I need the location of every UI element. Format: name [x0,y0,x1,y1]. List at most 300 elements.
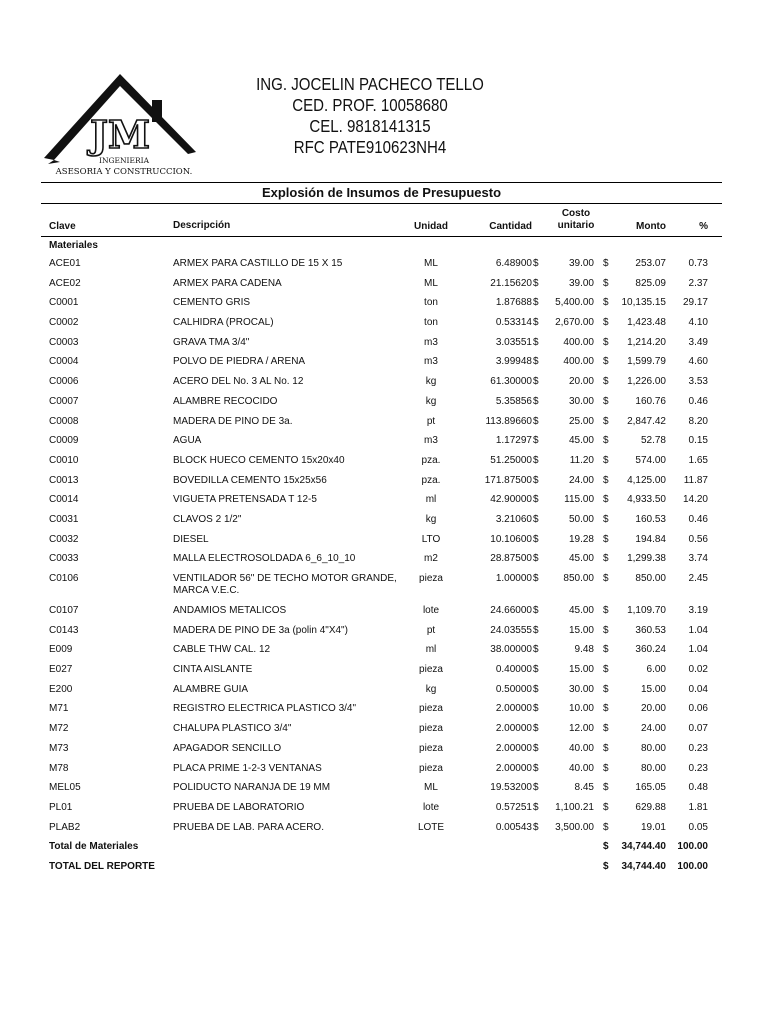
row-clave: C0032 [49,533,79,545]
row-clave: M73 [49,742,69,754]
row-pct: 0.23 [688,762,708,774]
total-reporte-row [41,858,722,878]
currency-symbol: $ [533,683,539,695]
row-descripcion: GRAVA TMA 3/4" [173,336,250,348]
table-row [41,799,722,819]
row-descripcion: MADERA DE PINO DE 3a (polin 4"X4") [173,624,348,636]
currency-symbol: $ [603,573,609,584]
row-descripcion: CHALUPA PLASTICO 3/4" [173,723,292,735]
row-costo-unitario: 8.45 [574,782,594,794]
row-monto: 850.00 [635,573,666,584]
logo-monogram: JM [89,112,151,157]
row-descripcion: CINTA AISLANTE [173,664,253,676]
row-unidad: kg [425,683,437,695]
row-pct: 11.87 [683,474,708,486]
row-monto: 253.07 [635,258,666,269]
row-descripcion: MALLA ELECTROSOLDADA 6_6_10_10 [173,553,356,565]
table-row [41,472,722,492]
row-cantidad: 6.48900 [495,258,532,269]
row-cantidad: 0.50000 [495,683,532,695]
row-costo-unitario: 115.00 [564,494,594,506]
table-row [41,700,722,720]
total-materiales-pct: 100.00 [677,841,708,853]
row-costo-unitario: 400.00 [563,336,594,348]
table-row [41,740,722,760]
currency-symbol: $ [603,683,609,695]
row-monto: 165.05 [635,782,666,794]
row-monto: 4,125.00 [627,474,666,486]
col-unidad: Unidad [414,221,448,232]
row-pct: 29.17 [682,297,708,309]
row-clave: M72 [49,723,69,735]
currency-symbol: $ [533,513,539,525]
row-clave: C0143 [49,624,79,636]
row-clave: C0004 [49,356,79,368]
row-monto: 1,423.48 [627,317,666,329]
row-cantidad: 2.00000 [495,742,532,754]
row-monto: 1,226.00 [627,376,666,388]
currency-symbol: $ [603,356,609,368]
col-cantidad: Cantidad [489,221,532,232]
row-pct: 0.73 [688,258,708,269]
currency-symbol: $ [533,474,539,486]
row-costo-unitario: 40.00 [568,742,594,754]
currency-symbol: $ [533,553,539,565]
table-row [41,720,722,740]
row-costo-unitario: 400.00 [563,356,594,368]
row-pct: 1.65 [688,454,708,466]
table-row [41,661,722,681]
row-pct: 3.74 [688,553,708,565]
table-row [41,491,722,511]
row-unidad: pieza [419,703,443,715]
row-monto: 10,135.15 [621,297,666,309]
col-clave: Clave [49,221,76,232]
currency-symbol: $ [603,742,609,754]
currency-symbol: $ [603,861,609,873]
table-row [41,622,722,642]
row-pct: 4.60 [688,356,708,368]
row-pct: 0.48 [688,782,708,794]
row-monto: 52.78 [640,435,666,447]
table-row [41,314,722,334]
row-cantidad: 42.90000 [490,494,532,506]
currency-symbol: $ [603,376,609,388]
currency-symbol: $ [533,258,539,269]
row-pct: 3.19 [688,605,708,616]
table-row [41,681,722,701]
row-cantidad: 0.40000 [495,664,532,676]
table-row [41,373,722,393]
row-pct: 3.53 [688,376,708,388]
row-cantidad: 0.53314 [495,317,532,329]
row-clave: E009 [49,644,73,656]
row-pct: 14.20 [682,494,708,506]
row-pct: 2.45 [688,573,708,584]
row-costo-unitario: 45.00 [568,553,594,565]
row-clave: C0031 [49,513,79,525]
row-costo-unitario: 19.28 [568,533,594,545]
row-unidad: pieza [419,762,443,774]
row-monto: 360.24 [635,644,666,656]
logo-line-2: ASESORIA Y CONSTRUCCION. [55,167,193,177]
row-clave: C0013 [49,474,79,486]
row-unidad: kg [425,513,437,525]
row-monto: 825.09 [635,277,666,289]
report-title: Explosión de Insumos de Presupuesto [261,185,502,200]
col-costo-unitario [546,208,606,232]
table-row [41,550,722,570]
row-unidad: m3 [424,336,438,348]
row-monto: 6.00 [646,664,666,676]
row-unidad: ton [424,317,438,329]
row-pct: 2.37 [688,277,708,289]
currency-symbol: $ [533,336,539,348]
row-unidad: LOTE [417,821,445,833]
row-unidad: ml [425,494,437,506]
table-row [41,294,722,314]
currency-symbol: $ [533,605,539,616]
row-costo-unitario: 30.00 [568,683,594,695]
row-clave: MEL05 [49,782,81,794]
row-cantidad: 3.03551 [495,336,532,348]
row-descripcion: VIGUETA PRETENSADA T 12-5 [173,494,317,506]
table-row [41,275,722,295]
currency-symbol: $ [603,317,609,329]
total-materiales-monto: 34,744.40 [621,841,666,853]
row-costo-unitario: 39.00 [568,277,594,289]
row-clave: C0009 [49,435,79,447]
currency-symbol: $ [603,258,609,269]
table-row [41,334,722,354]
row-unidad: ton [424,297,438,309]
row-clave: C0010 [49,454,79,466]
row-unidad: m3 [424,356,438,368]
currency-symbol: $ [533,376,539,388]
row-cantidad: 171.87500 [484,474,532,486]
row-cantidad: 1.17297 [495,435,532,447]
currency-symbol: $ [533,454,539,466]
currency-symbol: $ [533,801,539,813]
row-costo-unitario: 9.48 [574,644,594,656]
row-clave: ACE02 [49,277,81,289]
row-unidad: LTO [421,533,441,545]
currency-symbol: $ [603,841,609,853]
row-descripcion: ARMEX PARA CADENA [173,277,282,289]
currency-symbol: $ [533,533,539,545]
currency-symbol: $ [603,415,609,427]
row-cantidad: 0.57251 [495,801,532,813]
table-row [41,255,722,275]
row-unidad: pieza [419,742,443,754]
row-descripcion: CALHIDRA (PROCAL) [173,317,274,329]
currency-symbol: $ [533,742,539,754]
row-cantidad: 3.99948 [495,356,532,368]
phone-number: CEL. 9818141315 [309,116,431,136]
row-cantidad: 2.00000 [495,723,532,735]
row-cantidad: 19.53200 [490,782,532,794]
total-materiales-label: Total de Materiales [49,841,139,853]
col-costo-line2: unitario [557,220,595,231]
currency-symbol: $ [603,533,609,545]
currency-symbol: $ [603,703,609,715]
row-descripcion: CLAVOS 2 1/2" [173,513,242,525]
row-monto: 360.53 [635,624,666,636]
row-descripcion: AGUA [173,435,202,447]
table-row [41,432,722,452]
col-costo-line1: Costo [561,208,591,219]
row-clave: E200 [49,683,73,695]
currency-symbol: $ [603,782,609,794]
row-descripcion: CABLE THW CAL. 12 [173,644,271,656]
row-descripcion: CEMENTO GRIS [173,297,251,309]
table-row [41,760,722,780]
row-monto: 194.84 [635,533,666,545]
currency-symbol: $ [603,801,609,813]
row-costo-unitario: 3,500.00 [555,821,594,833]
row-descripcion: MADERA DE PINO DE 3a. [173,415,293,427]
row-cantidad: 61.30000 [490,376,532,388]
row-costo-unitario: 11.20 [569,454,594,466]
row-monto: 1,214.20 [627,336,666,348]
row-pct: 1.04 [688,624,708,636]
professional-id: CED. PROF. 10058680 [292,95,448,115]
row-descripcion: PRUEBA DE LAB. PARA ACERO. [173,821,324,833]
currency-symbol: $ [603,494,609,506]
section-materiales: Materiales [49,240,98,251]
row-unidad: pt [426,624,436,636]
row-clave: C0007 [49,395,79,407]
col-monto: Monto [636,221,666,232]
row-costo-unitario: 850.00 [563,573,594,584]
row-unidad: pt [426,415,436,427]
col-pct: % [699,221,708,232]
currency-symbol: $ [603,474,609,486]
row-clave: C0014 [49,494,79,506]
row-monto: 574.00 [635,454,666,466]
row-clave: ACE01 [49,258,81,269]
materials-table-body [41,255,722,838]
row-costo-unitario: 40.00 [568,762,594,774]
row-unidad: pza. [421,474,441,486]
row-monto: 19.01 [640,821,666,833]
row-monto: 160.76 [635,395,666,407]
row-costo-unitario: 45.00 [568,605,594,616]
col-descripcion: Descripción [173,220,231,231]
currency-symbol: $ [533,703,539,715]
engineer-header [241,74,499,158]
row-cantidad: 3.21060 [495,513,532,525]
currency-symbol: $ [533,664,539,676]
row-costo-unitario: 15.00 [568,624,594,636]
company-logo [40,70,200,182]
row-unidad: m2 [424,553,438,565]
row-pct: 3.49 [688,336,708,348]
row-descripcion: ALAMBRE RECOCIDO [173,395,278,407]
row-costo-unitario: 2,670.00 [555,317,594,329]
row-costo-unitario: 45.00 [568,435,594,447]
row-cantidad: 1.00000 [495,573,532,584]
row-unidad: kg [425,376,437,388]
row-descripcion: VENTILADOR 56" DE TECHO MOTOR GRANDE, MARCA V.E.C. [173,573,397,596]
table-row [41,531,722,551]
row-costo-unitario: 24.00 [568,474,594,486]
currency-symbol: $ [533,395,539,407]
total-materiales-row [41,838,722,858]
budget-report [41,182,722,878]
row-costo-unitario: 5,400.00 [555,297,594,309]
row-costo-unitario: 20.00 [568,376,594,388]
row-unidad: lote [422,605,440,616]
total-reporte-label: TOTAL DEL REPORTE [49,861,155,873]
row-cantidad: 1.87688 [495,297,532,309]
tax-id: RFC PATE910623NH4 [293,137,447,157]
row-cantidad: 28.87500 [490,553,532,565]
row-pct: 0.07 [688,723,708,735]
table-row [41,413,722,433]
table-row [41,353,722,373]
row-descripcion: ANDAMIOS METALICOS [173,605,287,616]
row-unidad: pieza [419,664,443,676]
currency-symbol: $ [603,605,609,616]
row-descripcion: POLIDUCTO NARANJA DE 19 MM [173,782,331,794]
row-monto: 160.53 [635,513,666,525]
row-pct: 0.56 [688,533,708,545]
row-clave: M71 [49,703,69,715]
table-row [41,641,722,661]
currency-symbol: $ [533,317,539,329]
row-costo-unitario: 39.00 [568,258,594,269]
row-descripcion: PLACA PRIME 1-2-3 VENTANAS [173,762,322,774]
currency-symbol: $ [603,435,609,447]
row-unidad: lote [422,801,440,813]
row-clave: PL01 [49,801,73,813]
table-row [41,570,722,602]
row-cantidad: 2.00000 [495,762,532,774]
row-cantidad: 51.25000 [490,454,532,466]
row-unidad: pza. [421,454,441,466]
row-pct: 0.15 [688,435,708,447]
currency-symbol: $ [533,356,539,368]
row-cantidad: 24.03555 [490,624,532,636]
row-monto: 20.00 [640,703,666,715]
row-descripcion: ACERO DEL No. 3 AL No. 12 [173,376,304,388]
column-header-row [41,203,722,237]
currency-symbol: $ [533,723,539,735]
currency-symbol: $ [533,573,539,584]
row-monto: 80.00 [640,742,666,754]
total-reporte-pct: 100.00 [677,861,708,873]
currency-symbol: $ [533,435,539,447]
row-descripcion: PRUEBA DE LABORATORIO [173,801,305,813]
table-row [41,452,722,472]
currency-symbol: $ [603,624,609,636]
row-descripcion: POLVO DE PIEDRA / ARENA [173,356,306,368]
row-unidad: m3 [424,435,438,447]
row-unidad: ml [425,644,437,656]
currency-symbol: $ [603,762,609,774]
row-descripcion: ALAMBRE GUIA [173,683,249,695]
row-pct: 1.04 [688,644,708,656]
row-pct: 0.46 [688,395,708,407]
row-clave: M78 [49,762,69,774]
currency-symbol: $ [603,553,609,565]
row-clave: C0106 [49,573,79,584]
row-descripcion: BOVEDILLA CEMENTO 15x25x56 [173,474,327,486]
row-descripcion: REGISTRO ELECTRICA PLASTICO 3/4" [173,703,357,715]
currency-symbol: $ [603,454,609,466]
row-clave: C0001 [49,297,79,309]
currency-symbol: $ [603,395,609,407]
currency-symbol: $ [603,723,609,735]
row-monto: 1,599.79 [627,356,666,368]
row-unidad: ML [424,277,438,289]
currency-symbol: $ [603,336,609,348]
house-logo-icon [40,70,200,182]
row-costo-unitario: 10.00 [568,703,594,715]
table-row [41,602,722,622]
row-descripcion: BLOCK HUECO CEMENTO 15x20x40 [173,454,345,466]
currency-symbol: $ [603,664,609,676]
row-pct: 0.05 [688,821,708,833]
row-pct: 8.20 [688,415,708,427]
currency-symbol: $ [603,821,609,833]
row-pct: 0.46 [688,513,708,525]
row-cantidad: 2.00000 [495,703,532,715]
currency-symbol: $ [533,297,539,309]
row-costo-unitario: 50.00 [568,513,594,525]
row-clave: C0008 [49,415,79,427]
row-monto: 24.00 [640,723,666,735]
row-monto: 4,933.50 [627,494,666,506]
row-monto: 1,299.38 [627,553,666,565]
row-unidad: kg [425,395,437,407]
table-row [41,819,722,839]
row-cantidad: 0.00543 [495,821,532,833]
row-monto: 629.88 [635,801,666,813]
row-clave: C0006 [49,376,79,388]
currency-symbol: $ [603,277,609,289]
row-costo-unitario: 15.00 [568,664,594,676]
total-reporte-monto: 34,744.40 [621,861,666,873]
row-costo-unitario: 25.00 [568,415,594,427]
row-clave: C0002 [49,317,79,329]
row-unidad: ML [424,782,438,794]
row-cantidad: 113.89660 [485,415,532,427]
row-pct: 0.02 [688,664,708,676]
currency-symbol: $ [533,415,539,427]
currency-symbol: $ [533,762,539,774]
row-unidad: ML [424,258,438,269]
table-row [41,779,722,799]
row-pct: 0.04 [688,683,708,695]
row-descripcion: ARMEX PARA CASTILLO DE 15 X 15 [173,258,343,269]
currency-symbol: $ [533,494,539,506]
row-monto: 1,109.70 [627,605,666,616]
currency-symbol: $ [603,644,609,656]
row-pct: 1.81 [688,801,708,813]
row-descripcion: DIESEL [173,533,209,545]
row-monto: 80.00 [640,762,666,774]
row-clave: PLAB2 [49,821,81,833]
row-costo-unitario: 12.00 [568,723,594,735]
row-clave: C0107 [49,605,79,616]
row-descripcion: APAGADOR SENCILLO [173,742,282,754]
row-costo-unitario: 1,100.21 [555,801,594,813]
row-cantidad: 38.00000 [490,644,532,656]
row-pct: 0.06 [688,703,708,715]
currency-symbol: $ [533,624,539,636]
